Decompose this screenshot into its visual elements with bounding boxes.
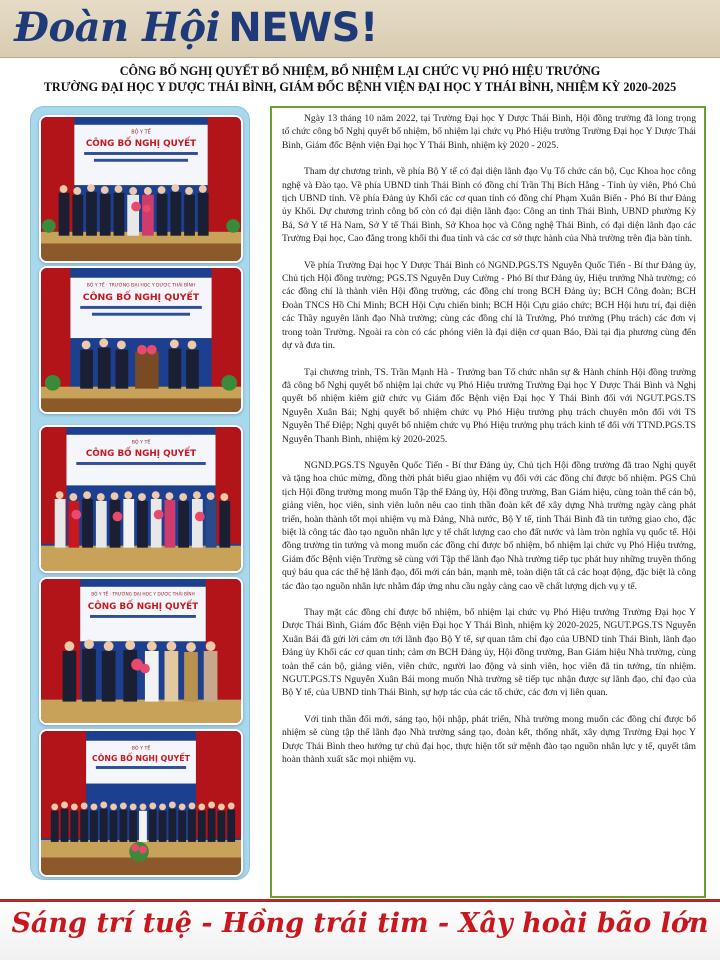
photo-5-banner-top: BỘ Y TẾ <box>131 746 151 752</box>
photo-ceremony-3 <box>39 425 243 573</box>
photo-4-banner-title: CÔNG BỐ NGHỊ QUYẾT <box>87 602 199 613</box>
masthead-title-part2: NEWS! <box>228 5 378 51</box>
photo-ceremony-4-image <box>41 579 241 723</box>
photo-ceremony-1-image <box>41 117 241 261</box>
article-body <box>282 112 696 779</box>
photo-1-banner-top: BỘ Y TẾ <box>131 129 151 136</box>
photo-2-banner-top: BỘ Y TẾ · TRƯỜNG ĐẠI HỌC Y DƯỢC THÁI BÌNH <box>86 283 196 289</box>
photo-ceremony-1 <box>39 115 243 263</box>
photo-4-banner-top: BỘ Y TẾ · TRƯỜNG ĐẠI HỌC Y DƯỢC THÁI BÌNH <box>91 592 195 598</box>
photo-ceremony-3-image <box>41 427 241 571</box>
photo-ceremony-2-image <box>41 268 241 412</box>
article-paragraph-6: Thay mặt các đồng chí được bổ nhiệm, bổ nhiệm lại chức vụ Phó Hiệu trưởng Trường Đại học Y Dược Thái Bình, Giám đốc Bệnh viện Đại học Y Thái Bình, nhiệm kỳ 2020-2025, NGUT.PGS.TS Nguyễn Xuân Bái đã gửi lời cảm ơn tới lãnh đạo Bộ Y tế, sự quan tâm chỉ đạo của UBND tỉnh Thái Bình, lãnh đạo Đảng ủy Khối các cơ quan tỉnh; cảm ơn BCH Đảng ủy, Hội đồng trường, Ban Giám hiệu Nhà trường, cùng toàn thể cán bộ, giảng viên, viên chức, người lao động và sinh viên, học viên đã tin tưởng, tín nhiệm. NGUT.PGS.TS Nguyễn Xuân Bái mong muốn Nhà trường sẽ tiếp tục nhận được sự lãnh đạo, chỉ đạo của Bộ Y tế, của UBND tỉnh Thái Bình, sự hợp tác của các tổ chức, các đơn vị liên quan. <box>282 607 696 699</box>
photo-ceremony-5-image <box>41 731 241 875</box>
photo-3-banner-title: CÔNG BỐ NGHỊ QUYẾT <box>85 449 197 460</box>
article-headline <box>0 63 720 95</box>
photo-3-banner-top: BỘ Y TẾ <box>131 440 151 446</box>
article-paragraph-2: Tham dự chương trình, về phía Bộ Y tế có đại diện lãnh đạo Vụ Tổ chức cán bộ, Cục Khoa học công nghệ và Đào tạo. Về phía UBND tỉnh Thái Bình có đồng chí Trần Thị Bích Hằng - Tỉnh ủy viên, Phó Chủ tịch UBND tỉnh. Về phía Đảng ủy Khối các cơ quan tỉnh có đồng chí Phạm Xuân Biển - Phó Bí thư Đảng ủy Khối. Dự chương trình công bố còn có đại diện lãnh đạo: Công an tỉnh Thái Bình, UBND phường Kỳ Bá, Sở Y tế Hà Nam, Sở Y tế Thái Bình, Sở Khoa học và Công nghệ Thái Bình, có đại diện lãnh đạo các Trường Đại học, Cao đẳng trong khối thi đua tỉnh và các cơ sở thực hành của Nhà trường trên địa bàn tỉnh. <box>282 166 696 245</box>
article-paragraph-7: Với tinh thần đổi mới, sáng tạo, hội nhập, phát triển, Nhà trường mong muốn các đồng chí được bổ nhiệm sẽ cùng tập thể lãnh đạo Nhà trường sáng tạo, đoàn kết, thống nhất, xây dựng Trường Đại học Y Dược Thái Bình theo hướng tự chủ đại học, thực hiện tốt sứ mệnh đào tạo nguồn nhân lực y tế, quyết tâm hoàn thành xuất sắc mọi nhiệm vụ. <box>282 713 696 766</box>
photo-ceremony-5 <box>39 729 243 877</box>
photo-5-banner-title: CÔNG BỐ NGHỊ QUYẾT <box>92 754 190 764</box>
masthead-title <box>14 2 378 54</box>
article-paragraph-1: Ngày 13 tháng 10 năm 2022, tại Trường Đại học Y Dược Thái Bình, Hội đồng trường đã long trọng tổ chức công bố Nghị quyết bổ nhiệm, bổ nhiệm lại chức vụ Phó Hiệu trưởng Trường Đại học Y Dược Thái Bình, Giám đốc Bệnh viện Đại học Y Thái Bình, nhiệm kỳ 2020 - 2025. <box>282 113 696 151</box>
headline-line-2: TRƯỜNG ĐẠI HỌC Y DƯỢC THÁI BÌNH, GIÁM ĐỐC BỆNH VIỆN ĐẠI HỌC Y THÁI BÌNH, NHIỆM KỲ 2020-2025 <box>43 80 677 94</box>
footer-divider <box>0 899 720 902</box>
headline-line-1: CÔNG BỐ NGHỊ QUYẾT BỔ NHIỆM, BỔ NHIỆM LẠI CHỨC VỤ PHÓ HIỆU TRƯỞNG <box>119 64 601 78</box>
article-paragraph-4: Tại chương trình, TS. Trần Mạnh Hà - Trưởng ban Tổ chức nhân sự & Hành chính Hội đồng trường đã công bố Nghị quyết bổ nhiệm lại chức vụ Phó Hiệu trưởng Trường Đại học Y Dược Thái Bình và Nghị quyết bổ nhiệm kiêm giữ chức vụ Giám đốc Bệnh viện Đại học Y Thái Bình đối với NGUT.PGS.TS Nguyễn Xuân Bái; Nghị quyết bổ nhiệm chức vụ Phó Hiệu trưởng phụ trách chuyên môn đối với TS Nguyễn Thế Điệp; Nghị quyết bổ nhiệm chức vụ Phó Hiệu trưởng phụ trách kinh tế đối với TTND.PGS.TS Nguyễn Thanh Bình, nhiệm kỳ 2020-2025. <box>282 366 696 445</box>
photo-2-banner-title: CÔNG BỐ NGHỊ QUYẾT <box>82 292 200 304</box>
masthead-title-part1: Đoàn Hội <box>14 4 221 51</box>
article-body-panel <box>270 106 706 898</box>
photo-1-banner-title: CÔNG BỐ NGHỊ QUYẾT <box>85 139 197 150</box>
article-paragraph-3: Về phía Trường Đại học Y Dược Thái Bình có NGND.PGS.TS Nguyễn Quốc Tiến - Bí thư Đảng ủy, Chủ tịch Hội đồng trường; PGS.TS Nguyễn Duy Cường - Phó Bí thư Đảng ủy, Hiệu trưởng Nhà trường; có các đồng chí là thành viên Hội đồng trường, các đồng chí trong BCH Đảng ủy; BCH Công đoàn; BCH Đoàn TNCS Hồ Chí Minh; BCH Hội Cựu chiến binh; BCH Hội Cựu giáo chức; BCH Hội hưu trí, đại diện các Thầy nguyên lãnh đạo Nhà trường; cùng các đồng chí là Trưởng, Phó trưởng (Phụ trách) các đơn vị trong toàn Trường. Ngoài ra còn có các phóng viên là đại diện cơ quan Báo, Đài tại địa phương cùng đến dự và đưa tin. <box>282 259 696 352</box>
article-paragraph-5: NGND.PGS.TS Nguyễn Quốc Tiến - Bí thư Đảng ủy, Chủ tịch Hội đồng trường đã trao Nghị quyết và tặng hoa chúc mừng, đồng thời phát biểu giao nhiệm vụ đối với các đồng chí được bổ nhiệm. PGS Chủ tịch Hội đồng trường mong muốn Tập thể Đảng ủy, Hội đồng trường, Ban Giám hiệu, cùng toàn thể cán bộ, giảng viên, học viên, sinh viên luôn nêu cao tinh thần đoàn kết để xây dựng Nhà trường ngày càng phát triển, hoàn thành tốt mọi nhiệm vụ mà Đảng, Nhà nước, Bộ Y tế, tỉnh Thái Bình đã tin tưởng giao cho, đặc biệt là công tác đào tạo nguồn nhân lực y tế chất lượng cao cho đất nước và làm tròn nghĩa vụ quốc tế. Hội đồng trường tin tưởng và mong muốn các đồng chí được bổ nhiệm, bổ nhiệm lại chức vụ Phó Hiệu trưởng, Giám đốc Bệnh viện Trường sẽ cùng với Tập thể lãnh đạo Nhà trường tiếp tục phát huy những truyền thống quý báu qua các thế hệ lãnh đạo, đổi mới cán bản, mạnh mẽ, toàn diện tất cả các hoạt động, đặc biệt là công tác đào tạo nguồn nhân lực nhằm đáp ứng nhu cầu ngày càng cao về chất lượng dịch vụ y tế. <box>282 459 696 592</box>
photo-ceremony-4 <box>39 577 243 725</box>
photo-ceremony-2 <box>39 266 243 414</box>
photo-column <box>30 106 250 880</box>
masthead <box>0 0 720 58</box>
footer-slogan: Sáng trí tuệ - Hồng trái tim - Xây hoài bão lớn <box>11 908 709 939</box>
